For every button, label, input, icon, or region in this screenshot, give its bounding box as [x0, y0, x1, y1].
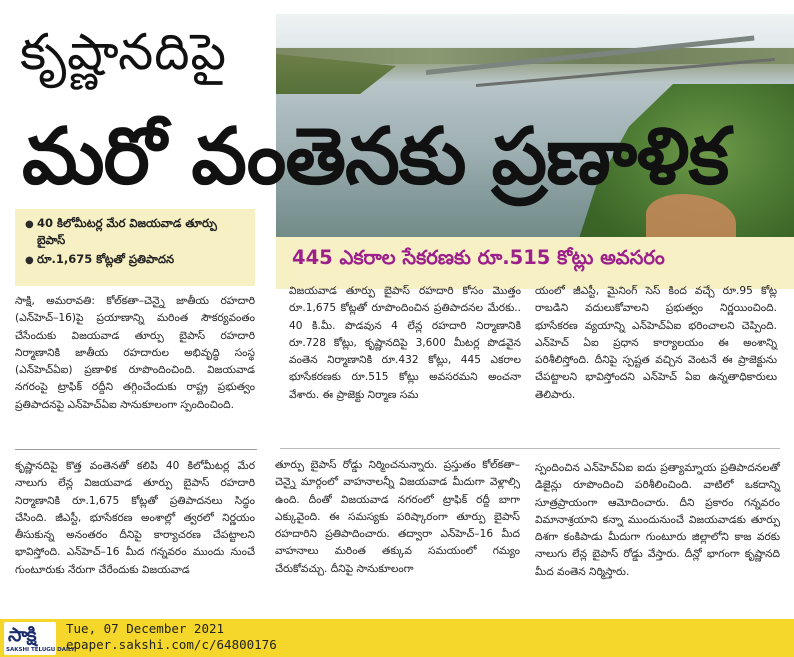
- highlight-text: రూ.1,675 కోట్లతో ప్రతిపాదన: [37, 252, 175, 266]
- article-column-2-top: [289, 283, 521, 404]
- highlights-box: [15, 209, 255, 286]
- highlight-text: 40 కిలోమీటర్ల మేర విజయవాడ తూర్పు బైపాస్: [37, 216, 217, 247]
- article-column-3-top: [535, 283, 777, 404]
- paragraph: కృష్ణానదిపై కొత్త వంతెనతో కలిపి 40 కిలోమీటర్ల మేర నాలుగు లేన్ల విజయవాడ తూర్పు బైపాస్ రహదారి నిర్మాణానికి రూ.1,675 కోట్లతో ప్రతిపాదనలు సిద్ధం చేసింది. జీఎస్టీ, భూసేకరణ అంశాల్లో త్వరలో నిర్ణయం తీసుకున్న అనంతరం దీనిపై కార్యాచరణ చేపట్టాలని భావిస్తోంది. ఎన్‌హెచ్‌–16 మీద గన్నవరం ముందు నుంచే గుంటూరుకు నేరుగా చేరేందుకు విజయవాడ: [15, 460, 255, 576]
- article-column-1-bottom: [15, 458, 255, 579]
- logo-subtext: SAKSHI TELUGU DAILY: [6, 647, 75, 653]
- logo-text: సాక్షి: [8, 624, 36, 646]
- bullet-icon: ●: [25, 219, 34, 230]
- highlight-item: [25, 215, 245, 249]
- divider: [280, 448, 780, 449]
- paragraph: విజయవాడ తూర్పు బైపాస్ రహదారి కోసం మొత్తం రూ.1,675 కోట్లతో రూపొందించిన ప్రతిపాదనల మేరకు.. 40 కి.మీ. పొడవున 4 లేన్ల రహదారి నిర్మాణానికి రూ.728 కోట్లు, కృష్ణానదిపై 3,600 మీటర్ల పొడవైన వంతెన నిర్మాణానికి రూ.432 కోట్లు, 445 ఎకరాల భూసేకరణకు రూ.515 కోట్లు అవసరమని అంచనా వేశారు. ఈ ప్రాజెక్టు నిర్మాణ సమ: [289, 285, 521, 401]
- paragraph: యంలో జీఎస్టీ, మైనింగ్ సెస్ కింద వచ్చే రూ.95 కోట్ల రాబడిని వదులుకోవాలని ప్రభుత్వం నిర్ణయించింది. భూసేకరణ వ్యయాన్ని ఎన్‌హెచ్‌ఏఐ భరించాలని చెప్పింది. ఎన్‌హెచ్ ఏఐ ప్రధాన కార్యాలయం ఈ అంశాన్ని పరిశీలిస్తోంది. దీనిపై స్పష్టత వచ్చిన వెంటనే ఈ ప్రాజెక్టును చేపట్టాలని భావిస్తోందని ఎన్‌హెచ్ ఏఐ ఉన్నతాధికారులు తెలిపారు.: [535, 285, 777, 401]
- divider: [15, 449, 257, 450]
- paragraph: తూర్పు బైపాస్ రోడ్డు నిర్మించనున్నారు. ప్రస్తుతం కోల్‌కతా– చెన్నై మార్గంలో వాహనాలన్నీ విజయవాడ మీదుగా వెళ్లాల్సి ఉంది. దీంతో విజయవాడ నగరంలో ట్రాఫిక్ రద్దీ బాగా ఎక్కువైంది. ఈ సమస్యకు పరిష్కారంగా తూర్పు బైపాస్ రహదారిని ప్రతిపాదించారు. తద్వారా ఎన్‌హెచ్‌–16 మీద వాహనాలు మరింత తక్కువ సమయంలో గమ్యం చేరుకోవచ్చు. దీనిపై సానుకూలంగా: [275, 459, 520, 575]
- subheadline: 445 ఎకరాల సేకరణకు రూ.515 కోట్లు అవసరం: [292, 246, 665, 269]
- paragraph: సాక్షి, అమరావతి: కోల్‌కతా–చెన్నై జాతీయ రహదారి (ఎన్‌హెచ్‌–16)పై ప్రయాణాన్ని మరింత సౌకర్యవంతం చేసేందుకు విజయవాడ తూర్పు బైపాస్ రహదారి నిర్మాణానికి జాతీయ రహదారుల అభివృద్ధి సంస్థ (ఎన్‌హెచ్‌ఏఐ) ప్రణాళిక రూపొందించింది. విజయవాడ నగరంపై ట్రాఫిక్ రద్దీని తగ్గించేందుకు రాష్ట్ర ప్రభుత్వం ప్రతిపాదనపై ఎన్‌హెచ్‌ఏఐ సానుకూలంగా స్పందించింది.: [15, 295, 255, 411]
- highlight-item: [25, 251, 245, 269]
- article-column-1-top: [15, 293, 255, 414]
- headline-line1: కృష్ణానదిపై: [20, 23, 228, 81]
- publication-date: Tue, 07 December 2021: [66, 621, 225, 636]
- article-column-2-bottom: [275, 457, 520, 578]
- article-column-3-bottom: [535, 460, 780, 581]
- paragraph: స్పందించిన ఎన్‌హెచ్‌ఏఐ ఐదు ప్రత్యామ్నాయ ప్రతిపాదనలతో డిజైన్లు రూపొందించి పరిశీలించింది. వాటిలో ఒకదాన్ని సూత్రప్రాయంగా ఆమోదించారు. దీని ప్రకారం గన్నవరం విమానాశ్రయాని కన్నా ముందునుంచే విజయవాడకు తూర్పు దిశగా కంకిపాడు మీదుగా గుంటూరు జిల్లాలోని కాజ వరకు నాలుగు లేన్ల బైపాస్ రోడ్డు వేస్తారు. దీన్లో భాగంగా కృష్ణానది మీద వంతెన నిర్మిస్తారు.: [535, 462, 780, 578]
- headline-line2: మరో వంతెనకు ప్రణాళిక: [22, 112, 729, 202]
- bullet-icon: ●: [25, 255, 34, 266]
- epaper-link[interactable]: epaper.sakshi.com/c/64800176: [66, 637, 277, 652]
